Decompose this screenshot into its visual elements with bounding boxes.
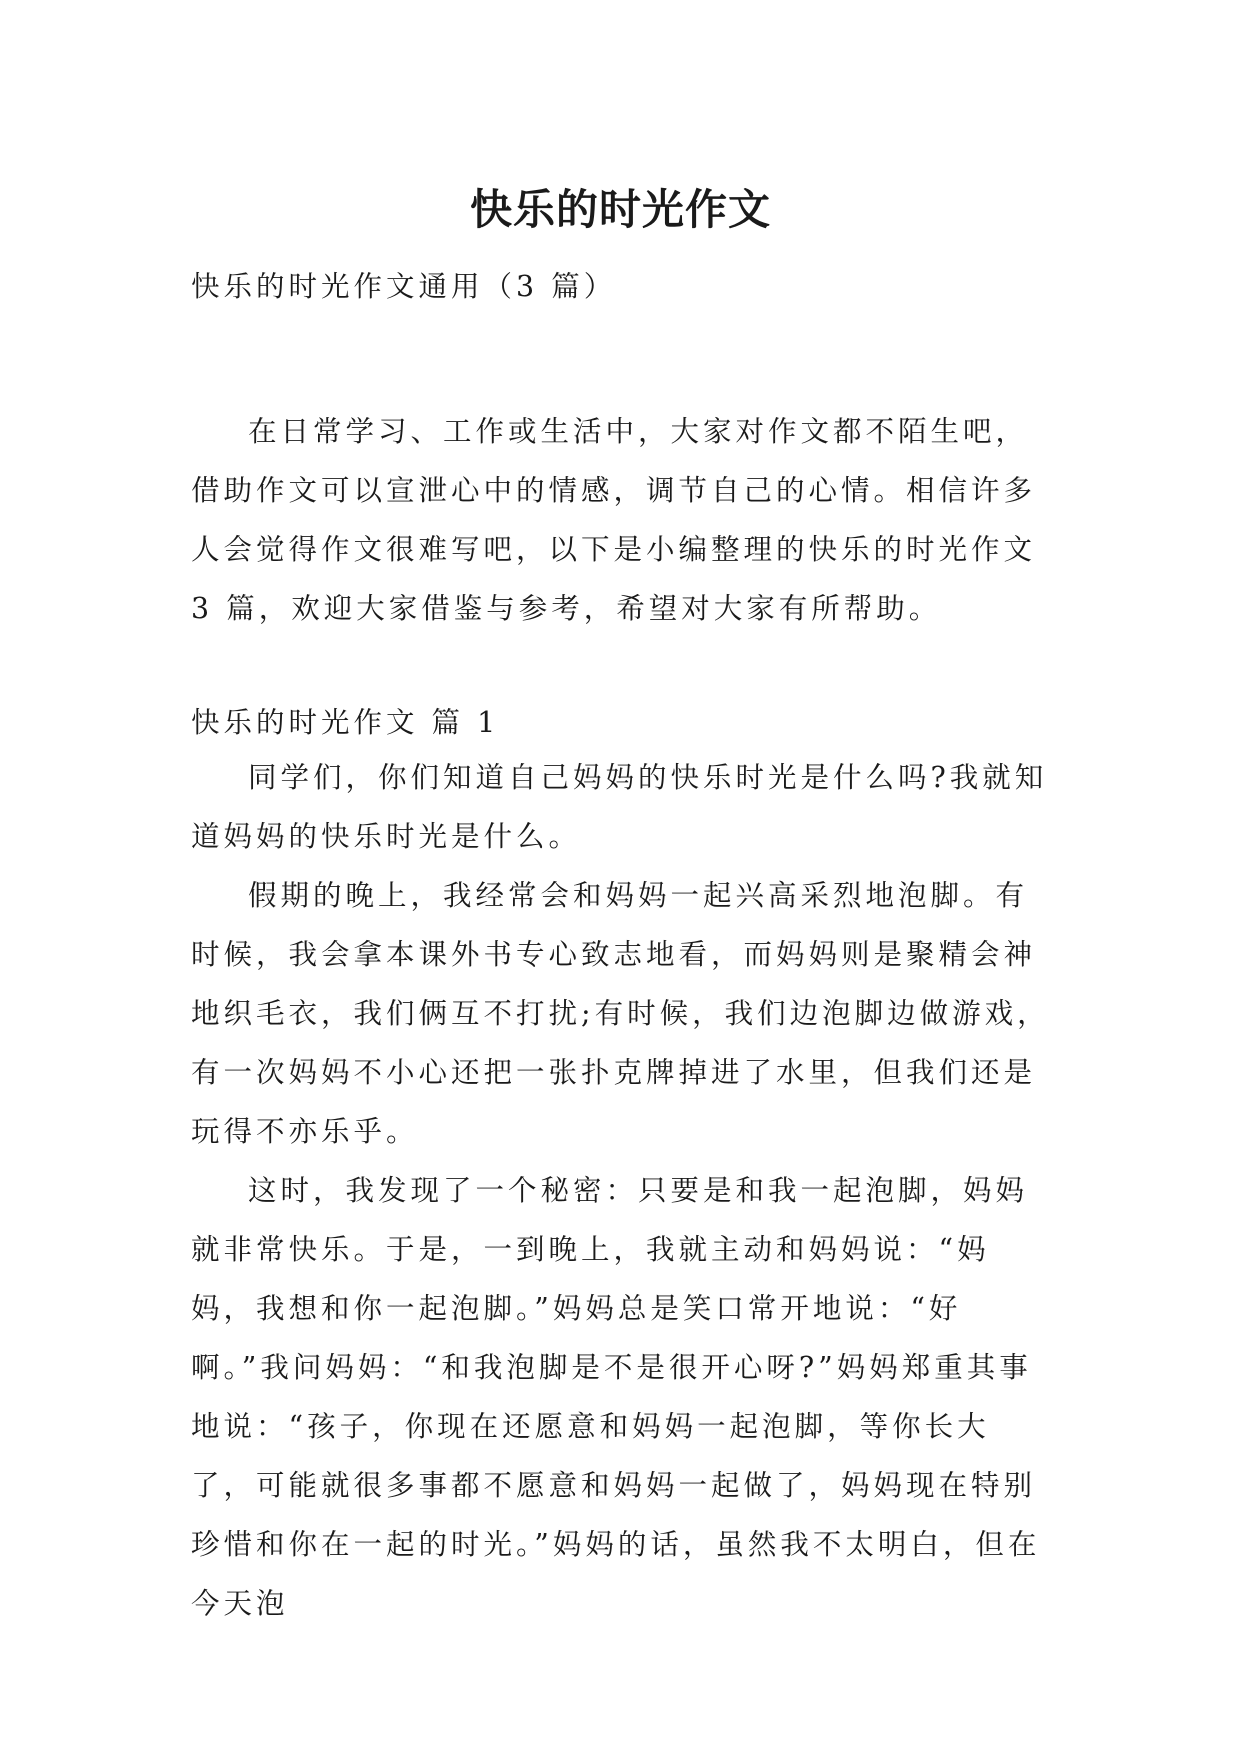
essay-body: [191, 748, 1051, 1633]
intro-paragraph: 在日常学习、工作或生活中，大家对作文都不陌生吧，借助作文可以宣泄心中的情感，调节自己的心情。相信许多人会觉得作文很难写吧，以下是小编整理的快乐的时光作文 3 篇，欢迎大家借鉴与参考，希望对大家有所帮助。: [191, 415, 1037, 625]
section-heading: 快乐的时光作文 篇 1: [191, 706, 500, 739]
essay-paragraph: 同学们，你们知道自己妈妈的快乐时光是什么吗?我就知道妈妈的快乐时光是什么。: [191, 761, 1048, 853]
document-title: 快乐的时光作文: [469, 185, 771, 235]
document-subtitle: 快乐的时光作文通用（3 篇）: [191, 270, 617, 303]
essay-paragraph: 假期的晚上，我经常会和妈妈一起兴高采烈地泡脚。有时候，我会拿本课外书专心致志地看，而妈妈则是聚精会神地织毛衣，我们俩互不打扰;有时候，我们边泡脚边做游戏，有一次妈妈不小心还把一张扑克牌掉进了水里，但我们还是玩得不亦乐乎。: [191, 879, 1050, 1148]
essay-paragraph: 这时，我发现了一个秘密：只要是和我一起泡脚，妈妈就非常快乐。于是，一到晚上，我就主动和妈妈说：“妈妈，我想和你一起泡脚。”妈妈总是笑口常开地说：“好啊。”我问妈妈：“和我泡脚是不是很开心呀?”妈妈郑重其事地说：“孩子，你现在还愿意和妈妈一起泡脚，等你长大了，可能就很多事都不愿意和妈妈一起做了，妈妈现在特别珍惜和你在一起的时光。”妈妈的话，虽然我不太明白，但在今天泡: [191, 1174, 1041, 1620]
